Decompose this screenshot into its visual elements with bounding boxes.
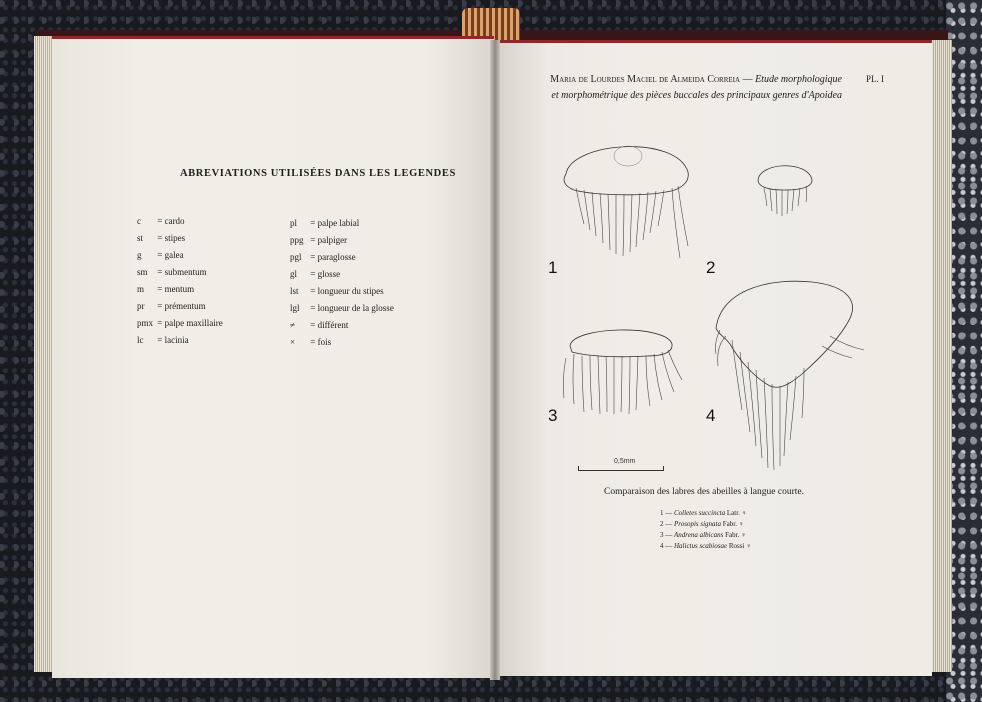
abbreviation-row [137, 213, 223, 230]
abbreviation-code: gl [290, 269, 298, 279]
abbreviation-code: sm [137, 267, 148, 277]
abbreviation-meaning: = longueur du stipes [310, 286, 384, 296]
species-author: Latr. [726, 509, 740, 517]
gutter [490, 40, 500, 680]
abbreviation-row [137, 315, 223, 332]
figure-number: 1 [548, 258, 558, 277]
labrum-drawing-4 [712, 278, 872, 474]
species-number: 4 — [660, 542, 673, 550]
abbreviation-meaning: = lacinia [157, 335, 189, 345]
species-name: Prosopis signata [674, 520, 721, 528]
abbreviation-row [290, 232, 394, 249]
title-line-1: Etude morphologique [755, 74, 842, 85]
abbreviation-row [290, 334, 394, 351]
species-row [660, 508, 751, 519]
abbreviation-meaning: = mentum [157, 284, 195, 294]
abbreviation-meaning: = cardo [157, 216, 185, 226]
abbreviation-code: ppg [290, 235, 304, 245]
species-row [660, 541, 751, 552]
abbreviation-meaning: = submentum [157, 267, 207, 277]
abbreviation-row [137, 281, 223, 298]
abbreviation-code: pgl [290, 252, 302, 262]
abbreviation-meaning: = différent [310, 320, 349, 330]
species-number: 2 — [660, 520, 673, 528]
species-author: Rossi [728, 542, 745, 550]
abbreviation-code: c [137, 216, 141, 226]
title-line-2: et morphométrique des pièces buccales des principaux genres d'Apoidea [551, 90, 842, 101]
abbreviation-meaning: = palpe labial [310, 218, 360, 228]
plate-number: PL. I [866, 74, 884, 84]
scale-bar [578, 466, 664, 471]
page-edge [496, 40, 932, 43]
figure-number: 2 [706, 258, 716, 277]
abbreviation-code: m [137, 284, 145, 294]
figure-number: 3 [548, 406, 558, 425]
abbreviation-code: lc [137, 335, 144, 345]
abbreviation-meaning: = paraglosse [310, 252, 356, 262]
abbreviation-code: pl [290, 218, 298, 228]
species-row [660, 519, 751, 530]
labrum-drawing-2 [752, 158, 816, 222]
abbreviation-code: g [137, 250, 142, 260]
abbreviation-row [290, 266, 394, 283]
abbreviation-row [290, 317, 394, 334]
author-name: Maria de Lourdes Maciel de Almeida Correia [550, 74, 741, 85]
labrum-drawing-1 [556, 134, 696, 266]
abbreviations-list-left [137, 213, 223, 349]
labrum-drawing-3 [556, 322, 686, 418]
abbreviation-code: pmx [137, 318, 154, 328]
abbreviation-code: lgl [290, 303, 300, 313]
abbreviation-meaning: = prémentum [157, 301, 206, 311]
abbreviation-code: × [290, 337, 296, 347]
page-edge [52, 36, 494, 39]
abbreviation-row [290, 300, 394, 317]
female-symbol: ♀ [741, 509, 747, 517]
abbreviation-row [137, 264, 223, 281]
abbreviation-row [290, 215, 394, 232]
running-head [512, 72, 842, 104]
species-author: Fabr. [725, 531, 740, 539]
abbreviation-meaning: = stipes [157, 233, 186, 243]
left-page [52, 38, 494, 678]
abbreviations-list-right [290, 215, 394, 351]
abbreviation-row [137, 332, 223, 349]
abbreviation-code: pr [137, 301, 145, 311]
female-symbol: ♀ [746, 542, 752, 550]
abbreviation-row [137, 230, 223, 247]
abbreviation-meaning: = galea [157, 250, 184, 260]
species-author: Fabr. [722, 520, 737, 528]
species-name: Halictus scabiosae [674, 542, 728, 550]
abbreviation-code: st [137, 233, 144, 243]
abbreviation-code: ≠ [290, 320, 295, 330]
abbreviation-meaning: = palpe maxillaire [157, 318, 223, 328]
species-list [660, 508, 751, 552]
abbreviation-meaning: = palpiger [310, 235, 348, 245]
species-name: Colletes succincta [674, 509, 726, 517]
abbreviation-code: lst [290, 286, 299, 296]
abbreviation-meaning: = longueur de la glosse [310, 303, 394, 313]
species-name: Andrena albicans [674, 531, 724, 539]
abbreviation-row [137, 247, 223, 264]
abbreviation-row [290, 283, 394, 300]
species-number: 3 — [660, 531, 673, 539]
title-dash: — [740, 74, 756, 85]
figure-number: 4 [706, 406, 716, 425]
abbreviation-meaning: = fois [310, 337, 332, 347]
species-number: 1 — [660, 509, 673, 517]
female-symbol: ♀ [738, 520, 744, 528]
figure-caption: Comparaison des labres des abeilles à langue courte. [604, 487, 804, 497]
species-row [660, 530, 751, 541]
abbreviations-title: ABREVIATIONS UTILISÉES DANS LES LEGENDES [180, 168, 456, 179]
abbreviation-meaning: = glosse [310, 269, 341, 279]
female-symbol: ♀ [741, 531, 747, 539]
abbreviation-row [137, 298, 223, 315]
scale-label: 0,5mm [614, 458, 636, 465]
abbreviation-row [290, 249, 394, 266]
